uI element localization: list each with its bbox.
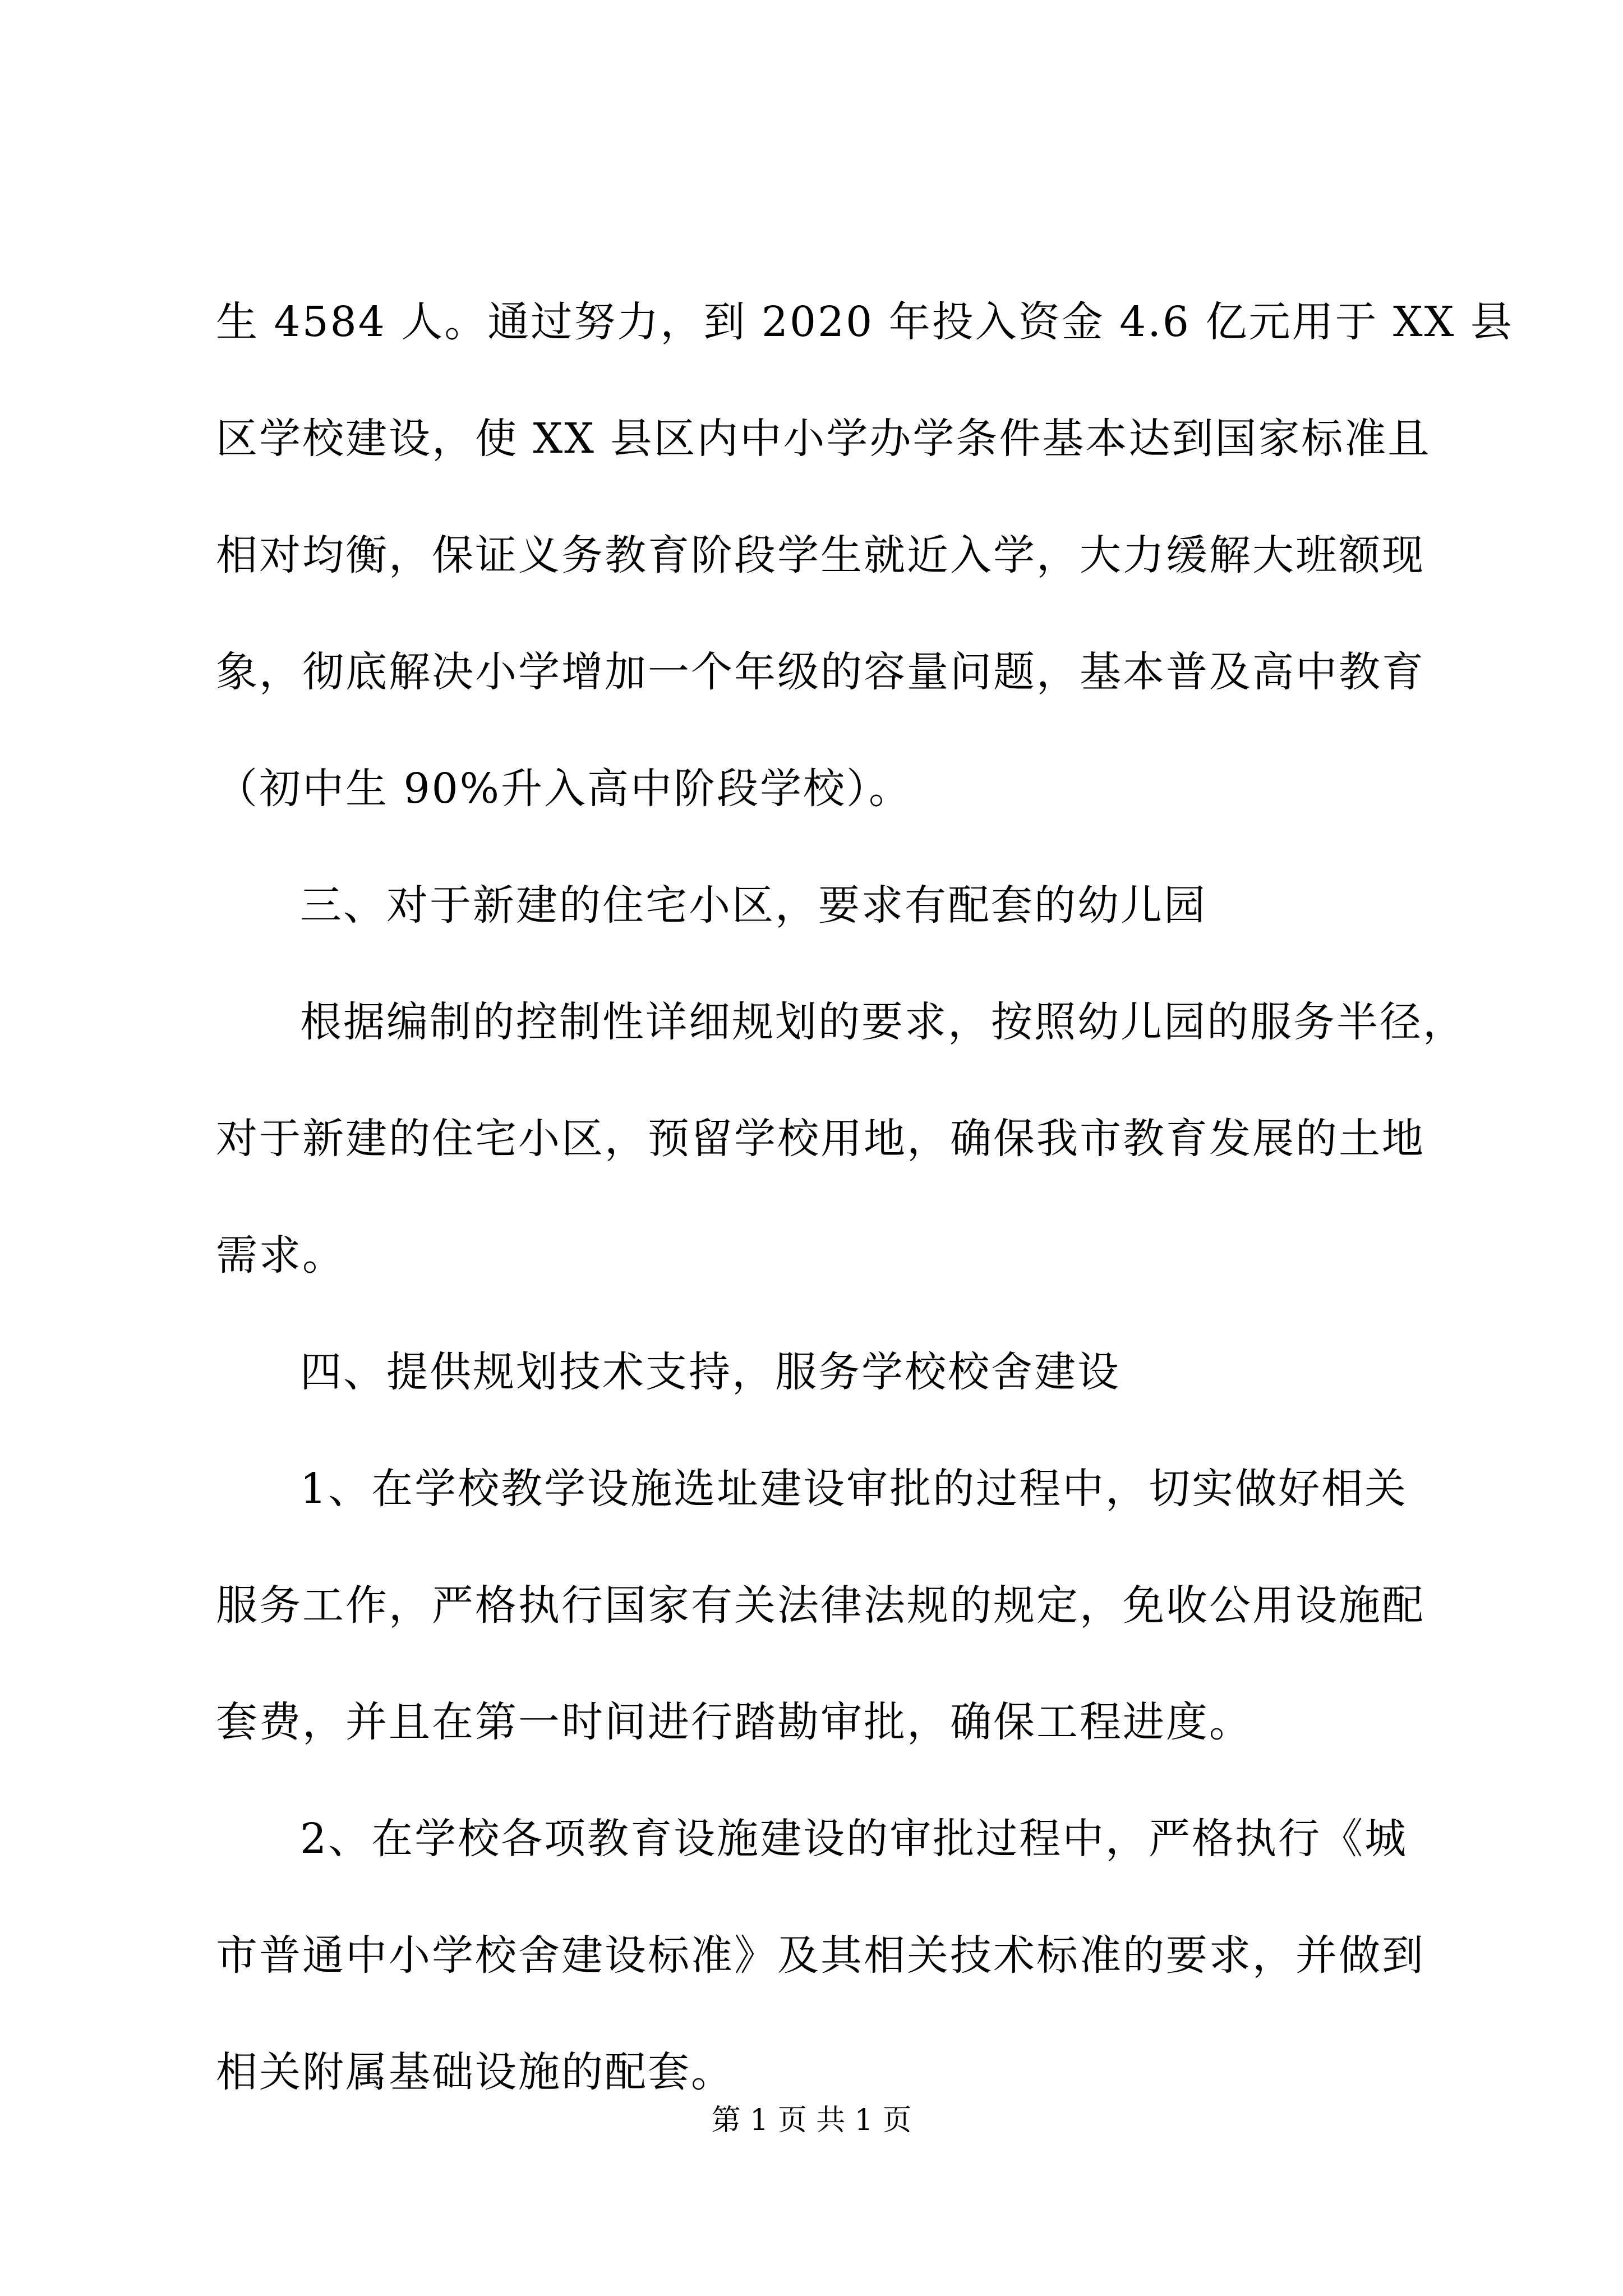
text-line: 市普通中小学校舍建设标准》及其相关技术标准的要求，并做到 — [216, 1931, 1425, 1980]
text-line: 根据编制的控制性详细规划的要求，按照幼儿园的服务半径， — [300, 998, 1466, 1046]
text-line: 服务工作，严格执行国家有关法律法规的规定，免收公用设施配 — [216, 1581, 1425, 1630]
text-line: 生 4584 人。通过努力，到 2020 年投入资金 4.6 亿元用于 XX 县 — [216, 298, 1514, 346]
list-item-2: 2、在学校各项教育设施建设的审批过程中，严格执行《城 — [300, 1815, 1408, 1863]
text-line: 需求。 — [216, 1231, 345, 1280]
text-line: 象，彻底解决小学增加一个年级的容量问题，基本普及高中教育 — [216, 648, 1425, 696]
text-line: 相对均衡，保证义务教育阶段学生就近入学，大力缓解大班额现 — [216, 531, 1425, 579]
text-line: 对于新建的住宅小区，预留学校用地，确保我市教育发展的土地 — [216, 1115, 1425, 1163]
text-line: 套费，并且在第一时间进行踏勘审批，确保工程进度。 — [216, 1698, 1252, 1746]
section-heading-4: 四、提供规划技术支持，服务学校校舍建设 — [300, 1348, 1121, 1396]
text-line: 相关附属基础设施的配套。 — [216, 2048, 734, 2096]
text-line: 区学校建设，使 XX 县区内中小学办学条件基本达到国家标准且 — [216, 415, 1431, 463]
text-line: （初中生 90%升入高中阶段学校）。 — [216, 765, 912, 813]
section-heading-3: 三、对于新建的住宅小区，要求有配套的幼儿园 — [300, 881, 1207, 930]
list-item-1: 1、在学校教学设施选址建设审批的过程中，切实做好相关 — [300, 1465, 1408, 1513]
document-body — [216, 264, 1514, 2131]
page-footer: 第 1 页 共 1 页 — [711, 2104, 912, 2137]
